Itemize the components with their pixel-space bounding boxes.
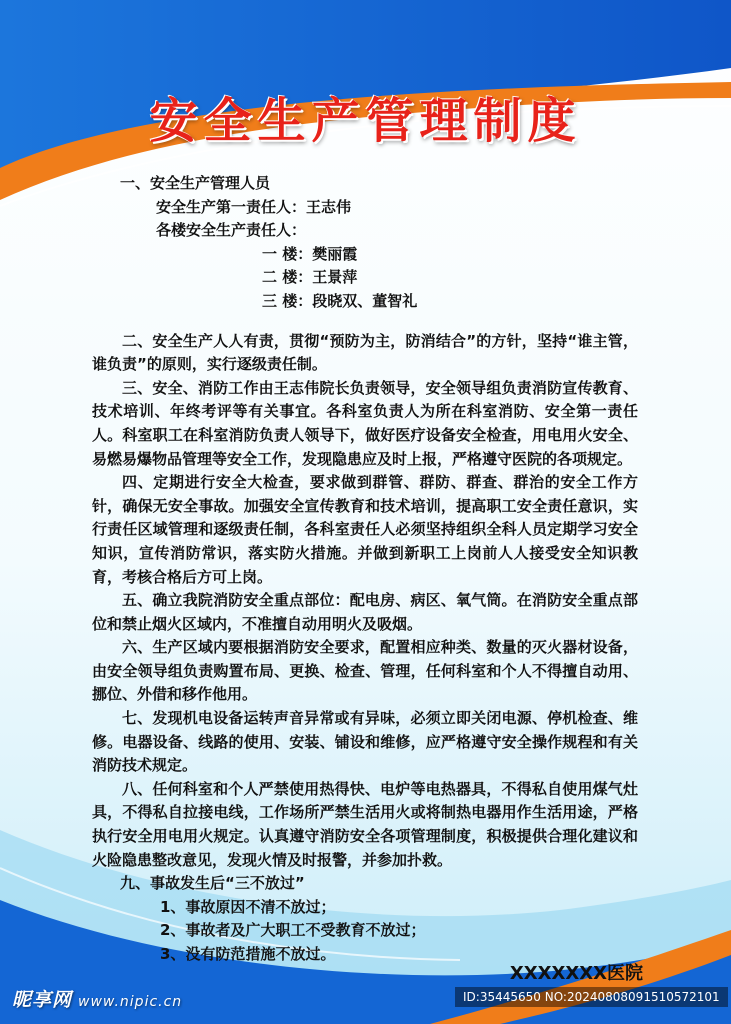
watermark-brand-text: 昵享网: [12, 989, 73, 1011]
watermark-site: www.nipic.cn: [78, 994, 183, 1010]
floor-2-responsible: 二 楼：王景萍: [262, 268, 358, 287]
first-responsible-line: 安全生产第一责任人：王志伟: [156, 197, 352, 216]
floor-responsible-heading: 各楼安全生产责任人：: [156, 221, 307, 240]
paragraph-3: 三、安全、消防工作由王志伟院长负责领导，安全领导组负责消防宣传教育、技术培训、年终考评等有关事宜。各科室负责人为所在科室消防、安全第一责任人。科室职工在科室消防负责人领导下，做好医疗设备安全检查，用电用火安全、易燃易爆物品管理等安全工作，发现隐患应及时上报，严格遵守医院的各项规定。: [92, 378, 638, 468]
hospital-name: XXXXXXX医院: [509, 963, 643, 984]
section-1-heading: 一、安全生产管理人员: [120, 174, 271, 192]
watermark-id: ID:35445650 NO:20240808091510572101: [455, 987, 728, 1007]
paragraph-5: 五、确立我院消防安全重点部位：配电房、病区、氧气筒。在消防安全重点部位和禁止烟火区域内，不准擅自动用明火及吸烟。: [92, 591, 638, 633]
paragraph-4: 四、定期进行安全大检查，要求做到群管、群防、群查、群治的安全工作方针，确保无安全事故。加强安全宣传教育和技术培训，提高职工安全责任意识，实行责任区域管理和逐级责任制，各科室责任人必须坚持组织全科人员定期学习安全知识，宣传消防常识，落实防火措施。并做到新职工上岗前人人接受安全知识教育，考核合格后方可上岗。: [92, 473, 638, 586]
paragraph-7: 七、发现机电设备运转声音异常或有异味，必须立即关闭电源、停机检查、维修。电器设备、线路的使用、安装、铺设和维修，应严格遵守安全操作规程和有关消防技术规定。: [92, 709, 638, 775]
floor-3-responsible: 三 楼：段晓双、董智礼: [262, 291, 418, 310]
paragraph-8: 八、任何科室和个人严禁使用热得快、电炉等电热器具，不得私自使用煤气灶具，不得私自拉接电线，工作场所严禁生活用火或将制热电器用作生活用途，严格执行安全用电用火规定。认真遵守消防安全各项管理制度，积极提供合理化建议和火险隐患整改意见，发现火情及时报警，并参加扑救。: [92, 779, 638, 869]
section-9-item-2: 2、事故者及广大职工不受教育不放过；: [160, 921, 426, 940]
page-title: 安全生产管理制度: [149, 93, 582, 149]
section-9-item-3: 3、没有防范措施不放过。: [160, 945, 336, 963]
paragraph-6: 六、生产区域内要根据消防安全要求，配置相应种类、数量的灭火器材设备，由安全领导组负责购置布局、更换、检查、管理，任何科室和个人不得擅自动用、挪位、外借和移作他用。: [92, 638, 638, 704]
watermark-brand: [12, 985, 182, 1012]
regulation-body: [92, 172, 638, 967]
floor-1-responsible: 一 楼：樊丽霞: [262, 244, 358, 263]
section-9-heading: 九、事故发生后“三不放过”: [120, 874, 305, 893]
paragraph-2: 二、安全生产人人有责，贯彻“预防为主，防消结合”的方针，坚持“谁主管，谁负责”的原则，实行逐级责任制。: [92, 331, 638, 374]
section-9-item-1: 1、事故原因不清不放过；: [160, 897, 336, 916]
